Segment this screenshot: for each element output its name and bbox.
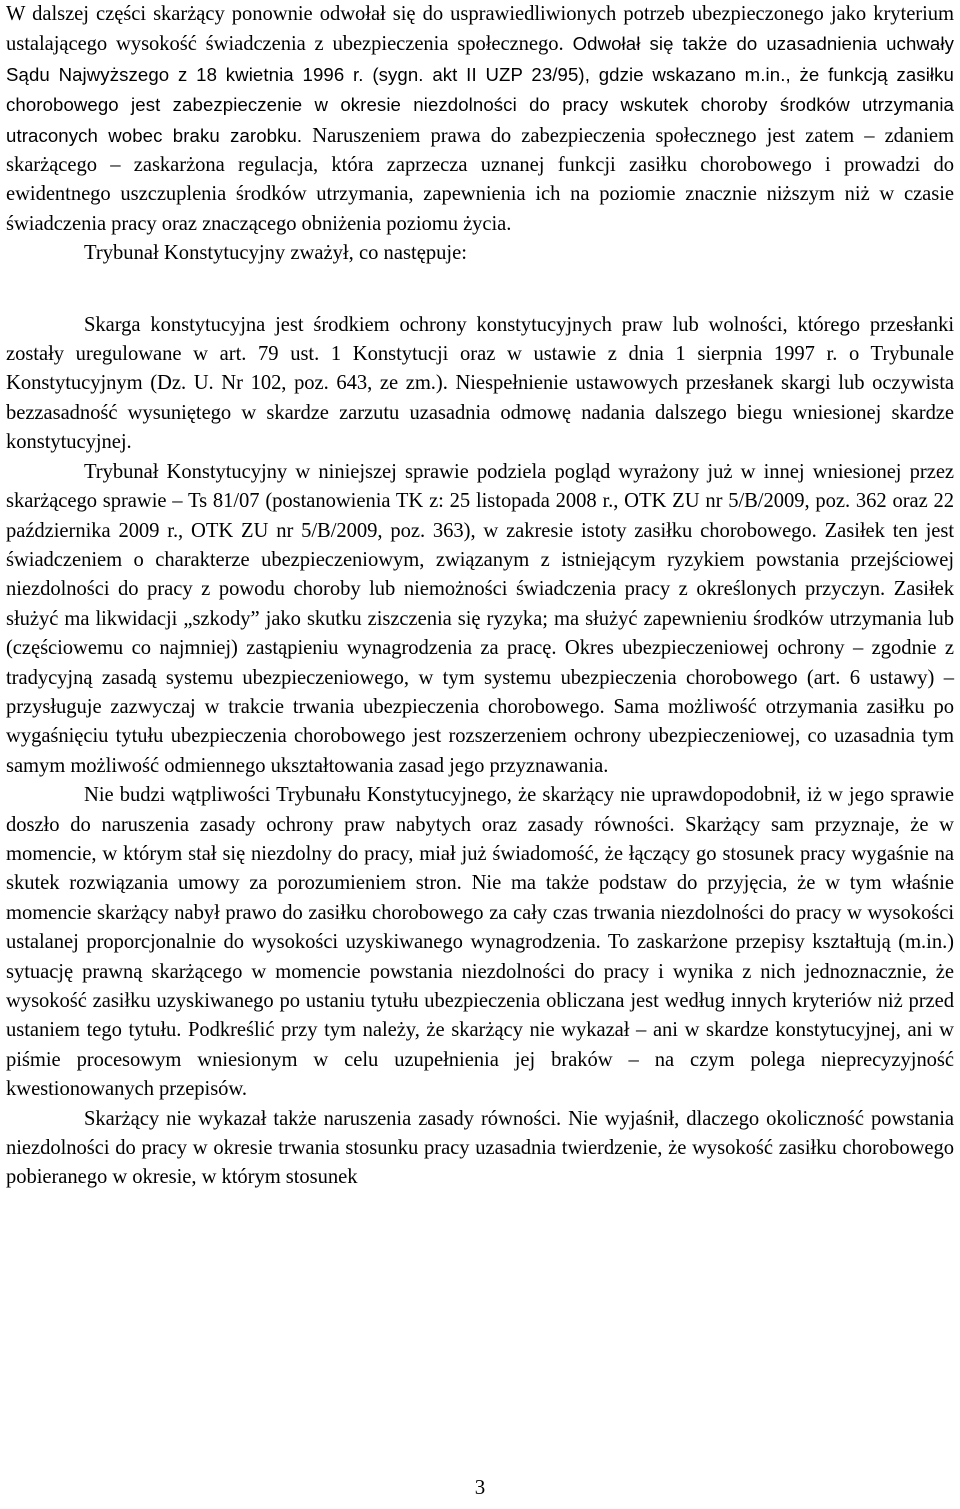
paragraph-quoted-text: Odwołał się także do uzasadnienia uchwały Sądu Najwyższego z 18 kwietnia 1996 r. (sygn. akt II UZP 23/95), gdzie wskazano m.in., że funkcją zasiłku chorobowego jest zabezpieczenie w okresie niezdolności do pracy wskutek choroby środków utrzymania utraconych wobec braku zarobku. [6, 33, 954, 146]
section-heading: Trybunał Konstytucyjny zważył, co następuje: [84, 242, 468, 265]
page-number: 3 [474, 1475, 486, 1499]
paragraph-body-2: Trybunał Konstytucyjny w niniejszej sprawie podziela pogląd wyrażony już w innej wniesionej przez skarżącego sprawie – Ts 81/07 (postanowienia TK z: 25 listopada 2008 r., OTK ZU nr 5/B/2009, poz. 362 oraz 22 października 2009 r., OTK ZU nr 5/B/2009, poz. 363), w zakresie istoty zasiłku chorobowego. Zasiłek ten jest świadczeniem o charakterze ubezpieczeniowym, związanym z istniejącym ryzykiem powstania przejściowej niezdolności do pracy z powodu choroby lub niemożności świadczenia pracy z określonych przyczyn. Zasiłek służyć ma likwidacji „szkody” jako skutku ziszczenia się ryzyka; ma służyć zapewnieniu środków utrzymania lub (częściowemu co najmniej) zastąpieniu wynagrodzenia za pracę. Okres ubezpieczeniowej ochrony – zgodnie z tradycyjną zasadą systemu ubezpieczeniowego, w tym systemu ubezpieczenia chorobowego (art. 6 ustawy) – przysługuje zazwyczaj w trakcie trwania ubezpieczenia chorobowego. Sama możliwość otrzymania zasiłku po wygaśnięciu tytułu ubezpieczenia chorobowego jest rozszerzeniem ochrony ubezpieczeniowej, co uzasadnia tym samym możliwość odmiennego ukształtowania zasad jego przyznawania. [6, 460, 954, 777]
paragraph-body-1: Skarga konstytucyjna jest środkiem ochrony konstytucyjnych praw lub wolności, którego przesłanki zostały uregulowane w art. 79 ust. 1 Konstytucji oraz w ustawie z dnia 1 sierpnia 1997 r. o Trybunale Konstytucyjnym (Dz. U. Nr 102, poz. 643, ze zm.). Niespełnienie ustawowych przesłanek skargi lub oczywista bezzasadność wysuniętego w skardze zarzutu uzasadnia odmowę nadania dalszego biegu wniesionej skardze konstytucyjnej. [6, 313, 954, 454]
paragraph-body-3: Nie budzi wątpliwości Trybunału Konstytucyjnego, że skarżący nie uprawdopodobnił, iż w jego sprawie doszło do naruszenia zasady ochrony praw nabytych oraz zasady równości. Skarżący sam przyznaje, że w momencie, w którym stał się niezdolny do pracy, miał już świadomość, że łączący go stosunek pracy wygaśnie na skutek rozwiązania umowy za porozumieniem stron. Nie ma także podstaw do przyjęcia, że w tym właśnie momencie skarżący nabył prawo do zasiłku chorobowego za cały czas trwania niezdolności do pracy w wysokości ustalanej proporcjonalnie do wysokości uzyskiwanego wynagrodzenia. To zaskarżone przepisy kształtują (m.in.) sytuację prawną skarżącego w momencie powstania niezdolności do pracy i wynika z nich jednoznacznie, że wysokość zasiłku uzyskiwanego po ustaniu tytułu ubezpieczenia obliczana jest według innych kryteriów niż przed ustaniem tego tytułu. Podkreślić przy tym należy, że skarżący nie wykazał – ani w skardze konstytucyjnej, ani w piśmie procesowym wniesionym w celu uzupełnienia jej braków – na czym polega nieprecyzyjność kwestionowanych przepisów. [6, 784, 954, 1101]
document-page [6, 0, 954, 1193]
paragraph-complaint-summary [6, 0, 954, 239]
paragraph-lead-text: W dalszej części skarżący ponownie odwołał się do usprawiedliwionych potrzeb ubezpieczonego jako kryterium ustalającego wysokość świadczenia z ubezpieczenia społecznego. [6, 3, 954, 56]
paragraph-tail-text: Naruszeniem prawa do zabezpieczenia społecznego jest zatem – zdaniem skarżącego – zaskarżona regulacja, która zaprzecza uznanej funkcji zasiłku chorobowego i prowadzi do ewidentnego uszczuplenia środków utrzymania, zapewnienia ich na poziomie znacznie niższym niż w czasie świadczenia pracy oraz znaczącego obniżenia poziomu życia. [6, 124, 954, 235]
paragraph-body-4: Skarżący nie wykazał także naruszenia zasady równości. Nie wyjaśnił, dlaczego okoliczność powstania niezdolności do pracy w okresie trwania stosunku pracy uzasadnia twierdzenie, że wysokość zasiłku chorobowego pobieranego w okresie, w którym stosunek [6, 1107, 954, 1189]
